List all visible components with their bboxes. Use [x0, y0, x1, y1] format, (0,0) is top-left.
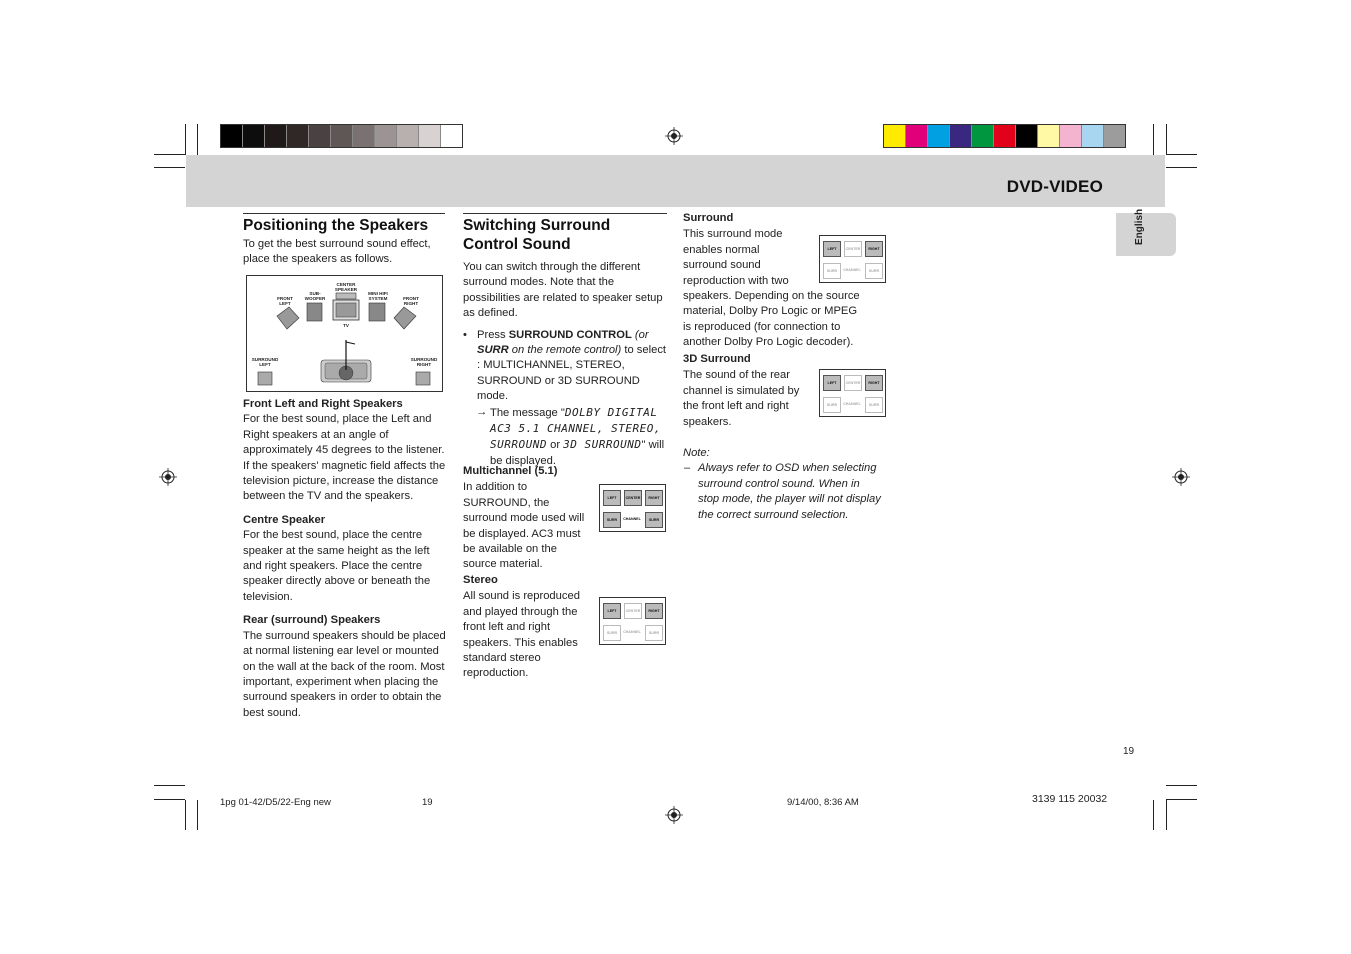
indicator-left: LEFT [603, 490, 621, 506]
color-swatch [375, 125, 397, 147]
section-heading-switching: Switching Surround Control Sound [463, 217, 611, 253]
crop-mark [1153, 124, 1154, 155]
crop-mark [185, 800, 186, 830]
crop-mark [197, 124, 198, 155]
indicator-left: LEFT [823, 375, 841, 391]
color-swatch [419, 125, 441, 147]
label-mini-hifi: MINI HIFI SYSTEM [368, 291, 388, 302]
crop-mark [1166, 785, 1197, 786]
color-swatch [906, 125, 928, 147]
indicator-channel: CHANNEL [623, 517, 641, 521]
color-swatch [950, 125, 972, 147]
crop-mark [1153, 800, 1154, 830]
multichannel-block [463, 464, 591, 573]
crop-mark [1166, 800, 1167, 830]
footer-filename: 1pg 01-42/D5/22-Eng new [220, 797, 331, 808]
speaker-indicator-3d-surround [819, 369, 886, 417]
color-swatch [1038, 125, 1060, 147]
indicator-left: LEFT [823, 241, 841, 257]
color-swatch [287, 125, 309, 147]
language-tab-label: English [1134, 208, 1145, 245]
surr-label: SURR [477, 344, 509, 357]
color-swatch [265, 125, 287, 147]
lcd-message-2: 3D SURROUND [563, 438, 642, 452]
subheading-multichannel: Multichannel (5.1) [463, 465, 558, 477]
color-swatch [441, 125, 462, 147]
crop-mark [1166, 124, 1167, 155]
bullet-instruction: • Press SURROUND CONTROL (or SURR on the remote control) to select : MULTICHANNEL, STEREO, SURROUND or 3D SURROUND mode. [463, 328, 667, 403]
body-3d-surround: The sound of the rear channel is simulated by the front left and right speakers. [683, 369, 800, 428]
color-swatch [331, 125, 353, 147]
indicator-surr-right: SURR [865, 263, 883, 279]
indicator-surr-left: SURR [823, 397, 841, 413]
crop-mark [185, 124, 186, 155]
color-swatch [884, 125, 906, 147]
registration-mark-icon [1172, 468, 1190, 486]
color-swatch [1082, 125, 1104, 147]
subheading-surround: Surround [683, 212, 734, 224]
indicator-channel: CHANNEL [623, 630, 641, 634]
subheading-front-speakers: Front Left and Right Speakers [243, 398, 403, 410]
surround3d-block [683, 352, 813, 430]
body-centre-speaker: For the best sound, place the centre speaker at the same height as the left and right speakers. Place the centre speaker directly above or beneath the television. [243, 529, 431, 603]
note-block [683, 446, 883, 523]
indicator-center: CENTER [844, 241, 862, 257]
subheading-3d-surround: 3D Surround [683, 353, 751, 365]
subheading-centre-speaker: Centre Speaker [243, 513, 326, 526]
crop-mark [154, 785, 185, 786]
speaker-indicator-stereo [599, 597, 666, 645]
crop-mark [1166, 799, 1197, 800]
indicator-right: RIGHT [645, 490, 663, 506]
color-swatch [1016, 125, 1038, 147]
body-surround: This surround mode enables normal surround sound reproduction with two speakers. Depending on the source material, Dolby Pro Logic or MPEG is reproduced (for connection to another Dolby Pro Logic decoder). [683, 228, 860, 349]
footer-datetime: 9/14/00, 8:36 AM [787, 797, 859, 808]
indicator-channel: CHANNEL [843, 268, 861, 272]
surround-control-label: SURROUND CONTROL [508, 328, 632, 341]
crop-mark [154, 154, 185, 155]
body-multichannel: In addition to SURROUND, the surround mode used will be displayed. AC3 must be available on the source material. [463, 481, 585, 571]
indicator-surr-right: SURR [645, 625, 663, 641]
indicator-surr-left: SURR [603, 512, 621, 528]
crop-mark [154, 167, 185, 168]
indicator-right: RIGHT [865, 375, 883, 391]
indicator-surr-right: SURR [865, 397, 883, 413]
crop-mark [1166, 154, 1197, 155]
footer-code: 3139 115 20032 [1032, 793, 1108, 805]
subheading-stereo: Stereo [463, 574, 498, 586]
indicator-channel: CHANNEL [843, 402, 861, 406]
note-label: Note: [683, 447, 710, 459]
indicator-center: CENTER [624, 603, 642, 619]
intro-text: To get the best surround sound effect, place the speakers as follows. [243, 238, 431, 266]
stereo-block [463, 573, 596, 682]
intro-text-switching: You can switch through the different surround modes. Note that the possibilities are related to speaker setup as defined. [463, 261, 663, 320]
color-swatch [928, 125, 950, 147]
page-number: 19 [1123, 746, 1135, 757]
crop-mark [197, 800, 198, 830]
column-positioning-sections [243, 397, 447, 721]
grayscale-color-bar [220, 124, 463, 148]
color-swatch [397, 125, 419, 147]
color-swatch [1060, 125, 1082, 147]
label-front-left: FRONT LEFT [277, 296, 293, 307]
crop-mark [1166, 167, 1197, 168]
language-tab [1116, 208, 1176, 256]
indicator-center: CENTER [844, 375, 862, 391]
registration-mark-icon [665, 806, 683, 824]
message-line: → The message "DOLBY DIGITAL AC3 5.1 CHANNEL, STEREO, SURROUND or 3D SURROUND" will be displayed. [476, 405, 665, 467]
indicator-left: LEFT [603, 603, 621, 619]
color-swatch [309, 125, 331, 147]
indicator-center: CENTER [624, 490, 642, 506]
column-switching [463, 213, 667, 469]
column-positioning [243, 213, 445, 268]
color-swatch [243, 125, 265, 147]
indicator-right: RIGHT [865, 241, 883, 257]
color-swatch [353, 125, 375, 147]
label-center-speaker: CENTER SPEAKER [334, 282, 358, 293]
page-title: DVD-VIDEO [1006, 177, 1103, 196]
subheading-rear-speakers: Rear (surround) Speakers [243, 614, 381, 627]
label-front-right: FRONT RIGHT [403, 296, 419, 307]
speaker-indicator-multichannel [599, 484, 666, 532]
arrow-icon: → [476, 405, 488, 418]
body-stereo: All sound is reproduced and played through the front left and right speakers. This enables standard stereo reproduction. [463, 590, 580, 680]
section-heading-positioning: Positioning the Speakers [243, 217, 429, 234]
footer-page: 19 [422, 797, 433, 808]
color-swatch [221, 125, 243, 147]
lcd-message-1: DOLBY DIGITAL AC3 5.1 CHANNEL, STEREO, SURROUND [490, 405, 661, 452]
note-dash: – [684, 462, 691, 475]
crop-mark [154, 799, 185, 800]
indicator-surr-left: SURR [823, 263, 841, 279]
process-color-bar [883, 124, 1126, 148]
color-swatch [994, 125, 1016, 147]
registration-mark-icon [665, 127, 683, 145]
color-swatch [972, 125, 994, 147]
indicator-right: RIGHT [645, 603, 663, 619]
body-rear-speakers: The surround speakers should be placed at normal listening ear level or mounted on the wall at the back of the room. Most important, experiment when placing the surround speakers in order to obtain the best sound. [243, 629, 446, 719]
label-surround-left: SURROUND LEFT [251, 357, 279, 368]
color-swatch [1104, 125, 1125, 147]
body-front-speakers: For the best sound, place the Left and Right speakers at an angle of approximately 45 degrees to the listener. If the speakers' magnetic field affects the television picture, increase the distance between the TV and the speakers. [243, 413, 446, 503]
label-subwoofer: SUB-WOOFER [304, 291, 326, 302]
header-banner [186, 155, 1165, 207]
speaker-placement-diagram [246, 275, 443, 392]
indicator-surr-right: SURR [645, 512, 663, 528]
label-surround-right: SURROUND RIGHT [410, 357, 438, 368]
note-body: Always refer to OSD when selecting surround control sound. When in stop mode, the player will not display the correct surround selection. [698, 462, 881, 521]
speaker-layout-illustration [247, 276, 442, 391]
registration-mark-icon [159, 468, 177, 486]
label-tv: TV [343, 323, 349, 328]
speaker-indicator-surround [819, 235, 886, 283]
indicator-surr-left: SURR [603, 625, 621, 641]
